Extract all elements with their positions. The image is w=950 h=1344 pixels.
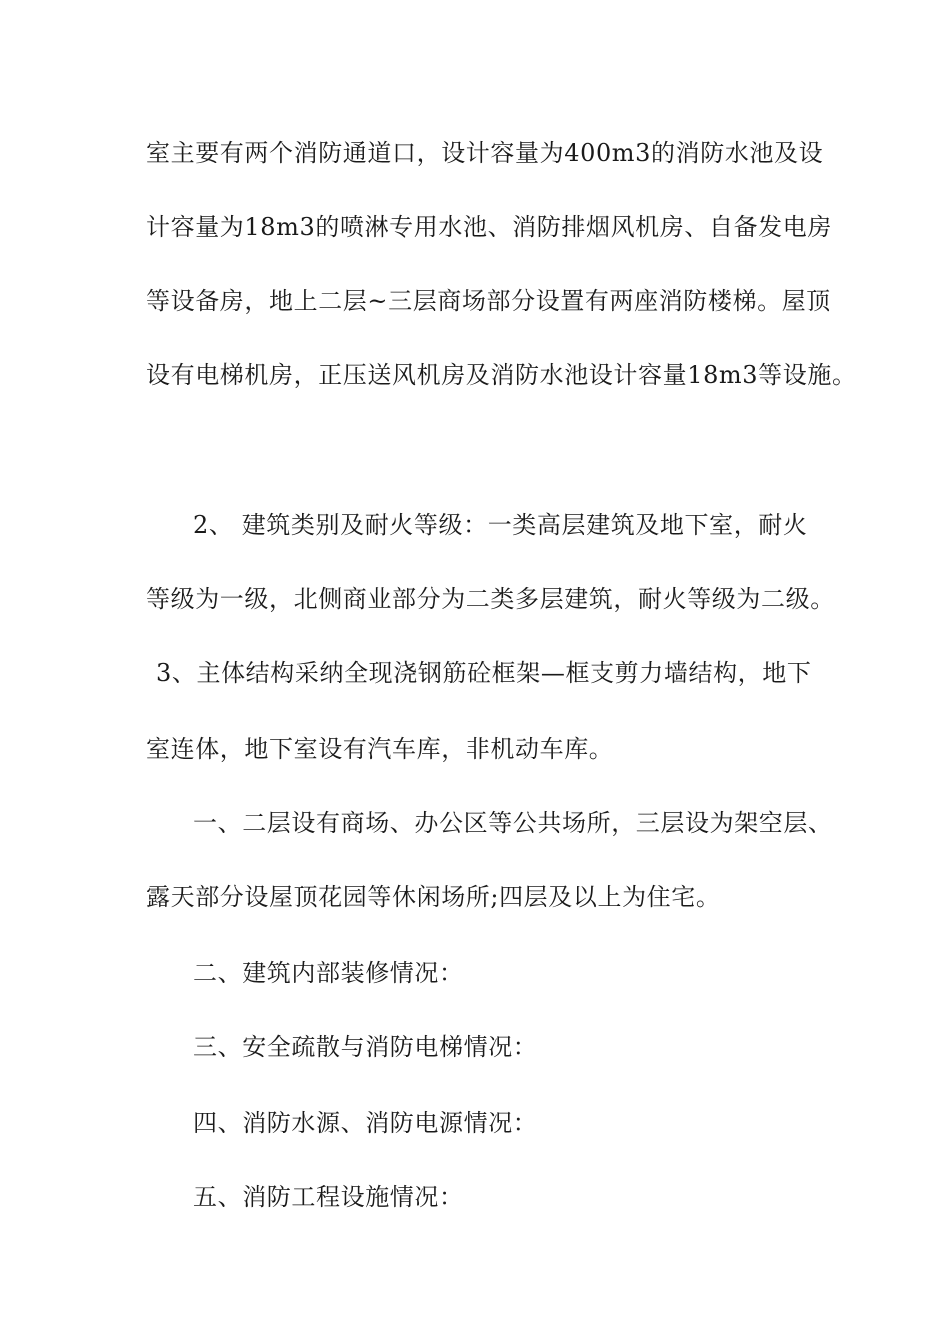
heading-water-power-source: 四、消防水源、消防电源情况： — [193, 1109, 538, 1137]
paragraph-2-line-2: 等级为一级，北侧商业部分为二类多层建筑，耐火等级为二级。 — [146, 585, 835, 613]
paragraph-1-line-2: 计容量为18m3的喷淋专用水池、消防排烟风机房、自备发电房 — [146, 213, 832, 241]
heading-evacuation-elevator: 三、安全疏散与消防电梯情况： — [193, 1033, 538, 1061]
paragraph-4-line-1: 一、二层设有商场、办公区等公共场所，三层设为架空层、 — [193, 809, 833, 837]
paragraph-4-line-2: 露天部分设屋顶花园等休闲场所;四层及以上为住宅。 — [146, 883, 721, 911]
paragraph-1-line-3: 等设备房，地上二层~三层商场部分设置有两座消防楼梯。屋顶 — [146, 287, 831, 315]
paragraph-1-line-4: 设有电梯机房，正压送风机房及消防水池设计容量18m3等设施。 — [146, 361, 857, 389]
paragraph-3-line-2: 室连体，地下室设有汽车库，非机动车库。 — [146, 735, 614, 763]
heading-engineering-facilities: 五、消防工程设施情况： — [193, 1183, 464, 1211]
paragraph-1-line-1: 室主要有两个消防通道口，设计容量为400m3的消防水池及设 — [146, 139, 824, 167]
paragraph-2-line-1: 2、 建筑类别及耐火等级：一类高层建筑及地下室，耐火 — [193, 511, 808, 539]
heading-interior-decoration: 二、建筑内部装修情况： — [193, 959, 464, 987]
paragraph-3-line-1: 3、主体结构采纳全现浇钢筋砼框架—框支剪力墙结构，地下 — [156, 659, 812, 687]
